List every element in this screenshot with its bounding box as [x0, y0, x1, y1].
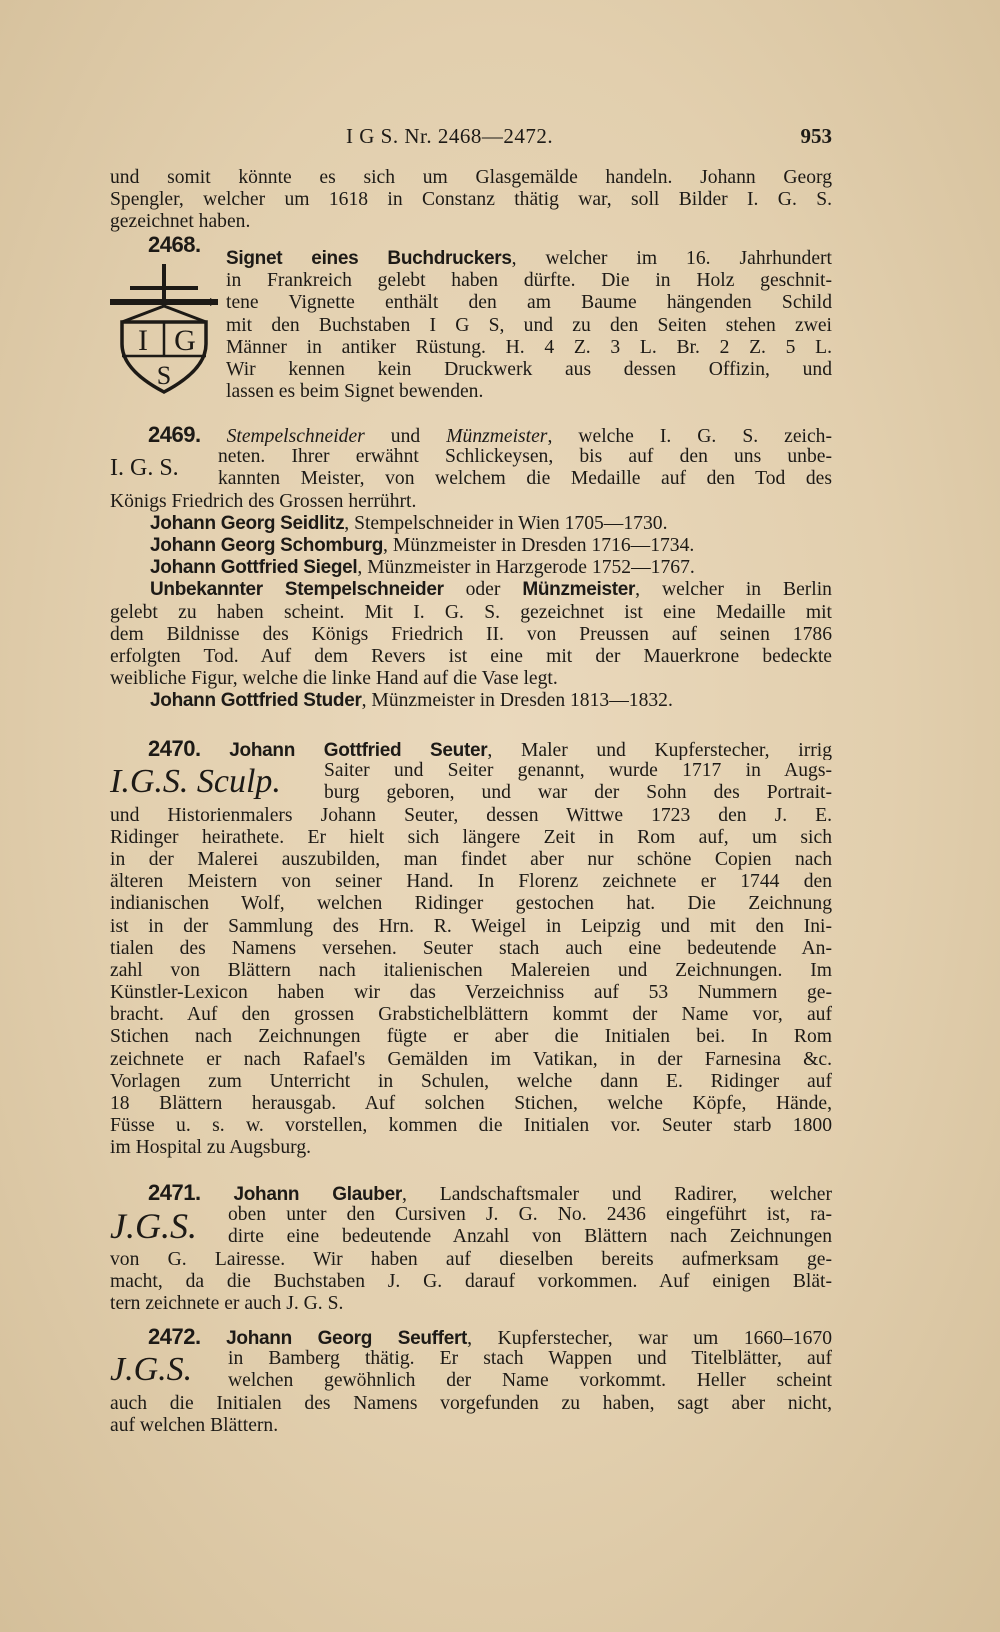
text-line: zahl von Blättern nach italienischen Malereien und Zeichnungen. Im [110, 959, 832, 981]
text-line: 18 Blättern herausgab. Auf solchen Stichen, welche Köpfe, Hände, [110, 1093, 832, 1115]
text-line: von G. Lairesse. Wir haben auf dieselben bereits aufmerksam ge- [110, 1248, 832, 1270]
monogram-jgs: J.G.S. [110, 1351, 193, 1389]
text-fragment: , Münzmeister in Dresden 1716—1734. [383, 534, 695, 556]
monogram-igs-sculp: I.G.S. Sculp. [110, 763, 281, 801]
entry-number: 2469. [148, 424, 201, 447]
text-line: , Maler und Kupferstecher, irrig [487, 740, 832, 761]
entry-name: Johann Gottfried Seuter [229, 740, 488, 761]
text-line: welchen gewöhnlich der Name vorkommt. Heller scheint [228, 1370, 832, 1392]
text-fragment: , Münzmeister in Harzgerode 1752—1767. [357, 557, 695, 579]
text-line: weibliche Figur, welche die linke Hand auf die Vase legt. [110, 668, 558, 690]
text-line: gelebt zu haben scheint. Mit I. G. S. gezeichnet ist eine Medaille mit [110, 601, 832, 623]
shield-letter: S [156, 361, 172, 390]
text-line: oben unter den Cursiven J. G. No. 2436 eingeführt ist, ra- [228, 1204, 832, 1226]
text-fragment: , welcher in Berlin [635, 579, 832, 601]
page-number: 953 [800, 124, 832, 148]
text-line: und Historienmalers Johann Seuter, dessen Wittwe 1723 den J. E. [110, 804, 832, 826]
text-line: Vorlagen zum Unterricht in Schulen, welche dann E. Ridinger auf [110, 1070, 832, 1092]
text-line: Männer in antiker Rüstung. H. 4 Z. 3 L. Br. 2 Z. 5 L. [226, 336, 832, 358]
text-line: zeichnete er nach Rafael's Gemälden im Vatikan, in der Farnesina &c. [110, 1048, 832, 1070]
person-name: Johann Georg Schomburg [150, 534, 384, 556]
text-line: , welcher im 16. Jahrhundert [511, 248, 832, 269]
entry-title-italic: Münzmeister [446, 426, 548, 447]
text-line: im Hospital zu Augsburg. [110, 1137, 312, 1159]
entry-2472 [110, 1326, 832, 1437]
intro-paragraph [110, 167, 832, 234]
entry-name: Signet eines Buchdruckers [226, 248, 512, 269]
text-line: , Kupferstecher, war um 1660–1670 [467, 1328, 832, 1349]
entry-name: Johann Glauber [233, 1184, 402, 1205]
text-line: in Bamberg thätig. Er stach Wappen und Titelblätter, auf [228, 1348, 832, 1370]
monogram-igs: I. G. S. [110, 455, 179, 482]
entry-name: Johann Georg Seuffert [226, 1328, 468, 1349]
entry-2471 [110, 1182, 832, 1315]
text-line: dem Bildnisse des Königs Friedrich II. von Preussen auf seinen 1786 [110, 623, 832, 645]
text-line: erfolgten Tod. Auf dem Revers ist eine mit der Mauerkrone bedeckte [110, 645, 832, 667]
text-line: burg geboren, und war der Sohn des Portrait- [324, 782, 832, 804]
text-line: tialen des Namens versehen. Seuter stach auch eine bedeutende An- [110, 937, 832, 959]
text-line: und somit könnte es sich um Glasgemälde handeln. Johann Georg [110, 167, 832, 188]
text-line: tern zeichnete er auch J. G. S. [110, 1292, 344, 1314]
text-fragment: , Stempelschneider in Wien 1705—1730. [344, 512, 668, 534]
running-header [110, 124, 832, 150]
person-name: Johann Gottfried Siegel [150, 557, 358, 579]
text-line: , Landschaftsmaler und Radirer, welcher [401, 1184, 832, 1205]
shield-letter: I [138, 324, 148, 357]
header-title: I G S. Nr. 2468—2472. [346, 124, 554, 148]
text-line: ist in der Sammlung des Hrn. R. Weigel in Leipzig und mit den Ini- [110, 915, 832, 937]
person-name: Johann Gottfried Studer [150, 690, 362, 712]
text-line: Saiter und Seiter genannt, wurde 1717 in Augs- [324, 760, 832, 782]
text-line: auf welchen Blättern. [110, 1414, 279, 1436]
entry-number: 2468. [148, 232, 201, 257]
text-line: älteren Meistern von seiner Hand. In Florenz zeichnete er 1744 den [110, 871, 832, 893]
monogram-jgs: J.G.S. [110, 1206, 197, 1247]
text-line: auch die Initialen des Namens vorgefunden zu haben, sagt aber nicht, [110, 1392, 832, 1414]
text-line: Spengler, welcher um 1618 in Constanz thätig war, soll Bilder I. G. S. [110, 189, 832, 211]
person-name: Unbekannter Stempelschneider [150, 579, 444, 601]
text-line: Künstler-Lexicon haben wir das Verzeichniss auf 53 Nummern ge- [110, 982, 832, 1004]
text-line: in Frankreich gelebt haben dürfte. Die in Holz geschnit- [226, 270, 832, 292]
person-name: Münzmeister [522, 579, 636, 601]
text-line: , welche I. G. S. zeich- [547, 426, 832, 447]
text-line: tene Vignette enthält den am Baume hängenden Schild [226, 292, 832, 314]
entry-number: 2472. [148, 1326, 201, 1349]
text-line: in der Malerei auszubilden, man findet aber nur schöne Copien nach [110, 848, 832, 870]
text-line: kannten Meister, von welchem die Medaille auf den Tod des [218, 468, 832, 490]
text-line: macht, da die Buchstaben J. G. darauf vorkommen. Auf einigen Blät- [110, 1270, 832, 1292]
text-line: dirte eine bedeutende Anzahl von Blättern nach Zeichnungen [228, 1226, 832, 1248]
entry-title-italic: Stempelschneider [226, 426, 365, 447]
text-line: Stichen nach Zeichnungen fügte er aber die Initialen bei. In Rom [110, 1026, 832, 1048]
text-line: lassen es beim Signet bewenden. [226, 381, 484, 403]
text-line: gezeichnet haben. [110, 211, 251, 233]
text-line: Füsse u. s. w. vorstellen, kommen die Initialen vor. Seuter starb 1800 [110, 1115, 832, 1137]
text-line: Ridinger heirathete. Er hielt sich längere Zeit in Rom auf, um sich [110, 826, 832, 848]
text-fragment: , Münzmeister in Dresden 1813—1832. [361, 690, 673, 712]
entry-number: 2471. [148, 1182, 201, 1205]
text-line: mit den Buchstaben I G S, und zu den Seiten stehen zwei [226, 314, 832, 336]
entry-number: 2470. [148, 738, 201, 761]
text-line: bracht. Auf den grossen Grabstichelblättern kommt der Name vor, auf [110, 1004, 832, 1026]
text-fragment: und [364, 426, 447, 447]
shield-letter: G [174, 324, 196, 357]
entry-2470 [110, 738, 832, 1160]
printer-signet-mark [110, 262, 218, 394]
person-name: Johann Georg Seidlitz [150, 512, 345, 534]
text-fragment: oder [443, 579, 523, 601]
text-line: neten. Ihrer erwähnt Schlickeysen, bis auf den uns unbe- [218, 446, 832, 468]
text-line: Wir kennen kein Druckwerk aus dessen Offizin, und [226, 358, 832, 380]
entry-2469 [110, 424, 832, 712]
text-line: indianischen Wolf, welchen Ridinger gestochen hat. Die Zeichnung [110, 893, 832, 915]
text-line: Königs Friedrich des Grossen herrührt. [110, 490, 417, 512]
